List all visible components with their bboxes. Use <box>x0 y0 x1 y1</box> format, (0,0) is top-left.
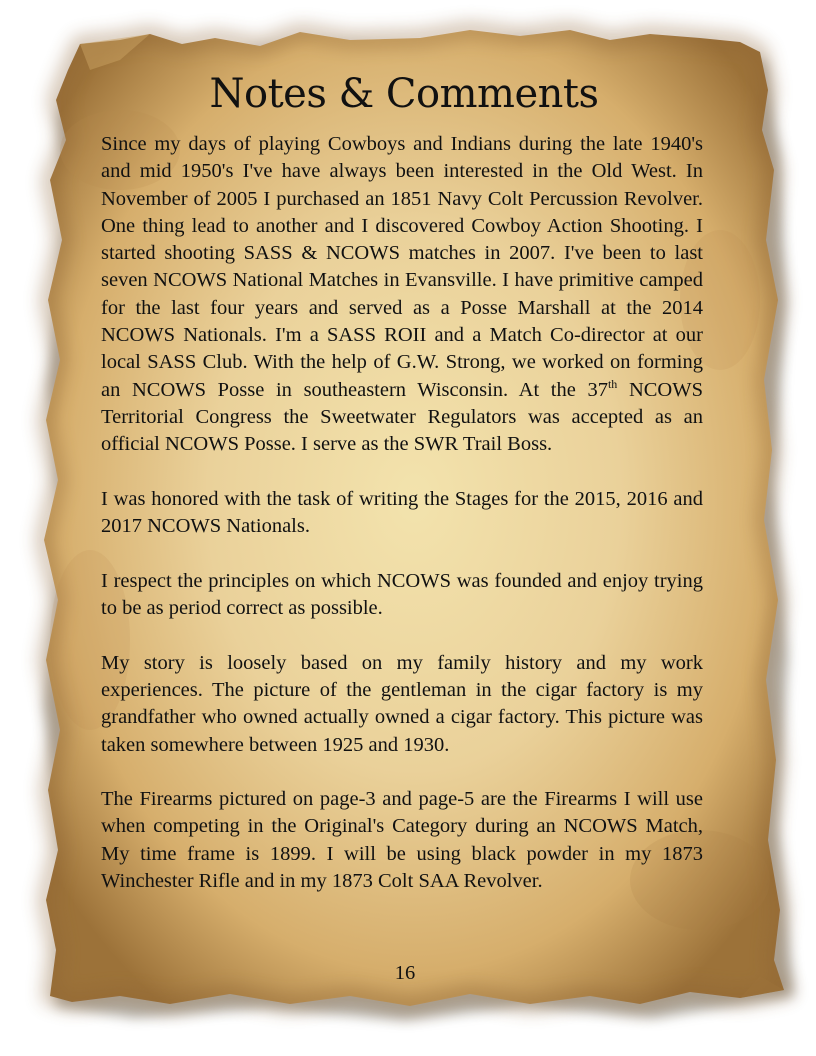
body-text <box>101 131 703 895</box>
paragraph-background <box>101 131 703 459</box>
ordinal-suffix: th <box>607 376 618 391</box>
page-title: Notes & Comments <box>209 71 599 117</box>
page-number: 16 <box>394 962 416 984</box>
paragraph-background-text-end: NCOWS Territorial Congress the Sweetwater Regulators was accepted as an official NCOWS Posse. I serve as the SWR Trail Boss. <box>101 378 703 456</box>
paragraph-principles: I respect the principles on which NCOWS was founded and enjoy trying to be as period correct as possible. <box>101 569 703 620</box>
paragraph-background-text: Since my days of playing Cowboys and Indians during the late 1940's and mid 1950's I've have always been interested in the Old West. In November of 2005 I purchased an 1851 Navy Colt Percussion Revolver. One thing lead to another and I discovered Cowboy Action Shooting. I started shooting SASS & NCOWS matches in 2007. I've been to last seven NCOWS National Matches in Evansville. I have primitive camped for the last four years and served as a Posse Marshall at the 2014 NCOWS Nationals. I'm a SASS ROII and a Match Co-director at our local SASS Club. With the help of G.W. Strong, we worked on forming an NCOWS Posse in southeastern Wisconsin. At the 37 <box>101 133 703 401</box>
paragraph-stages: I was honored with the task of writing the Stages for the 2015, 2016 and 2017 NCOWS Nationals. <box>101 487 703 538</box>
paragraph-firearms: The Firearms pictured on page-3 and page-5 are the Firearms I will use when competing in the Original's Category during an NCOWS Match, My time frame is 1899. I will be using black powder in my 1873 Winchester Rifle and in my 1873 Colt SAA Revolver. <box>101 788 703 893</box>
paragraph-story: My story is loosely based on my family history and my work experiences. The picture of the gentleman in the cigar factory is my grandfather who owned actually owned a cigar factory. This picture was taken somewhere between 1925 and 1930. <box>101 651 703 756</box>
